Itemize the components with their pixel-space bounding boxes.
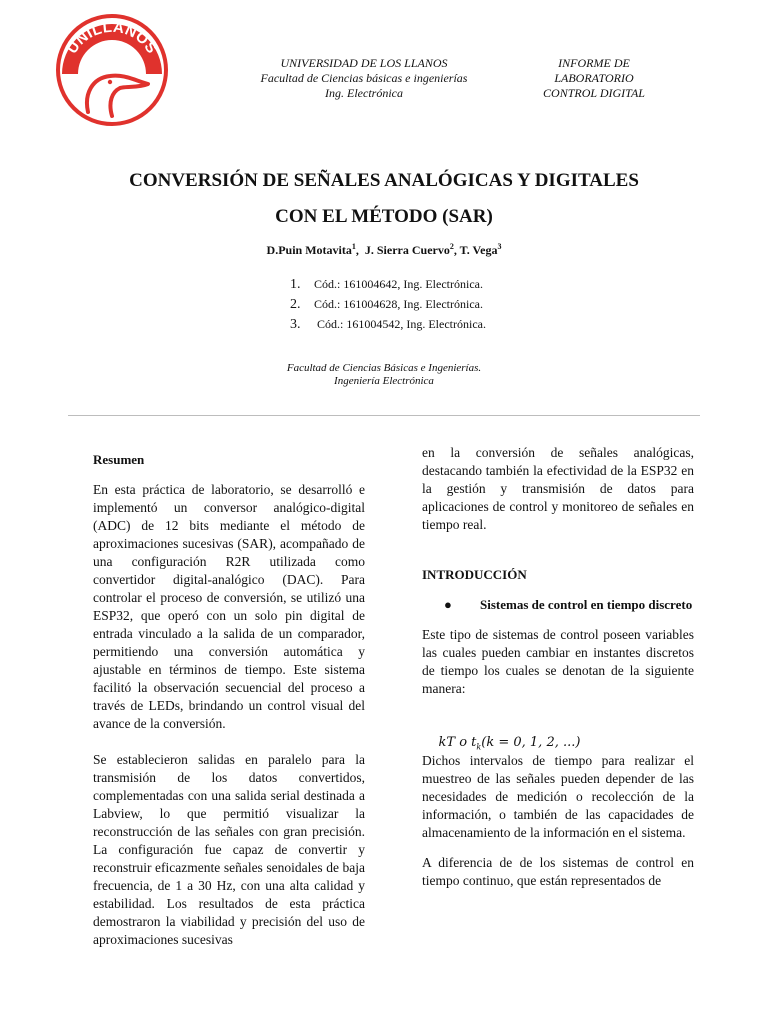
formula-subscript: k	[476, 742, 482, 752]
spacer	[93, 469, 365, 481]
header-report-block	[530, 56, 658, 101]
author-codes-list	[290, 274, 486, 334]
right-column	[422, 444, 694, 890]
header-university-block	[236, 56, 492, 101]
formula-main: kT o t	[438, 735, 477, 750]
spacer	[422, 842, 694, 854]
bullet-item	[422, 596, 694, 614]
duck-eye-icon	[108, 80, 112, 84]
university-logo	[54, 12, 170, 128]
intro-paragraph-1: Este tipo de sistemas de control poseen variables las cuales pueden cambiar en instantes discretos de tiempo los cuales se denotan de la siguiente manera:	[422, 627, 694, 696]
university-name: UNIVERSIDAD DE LOS LLANOS	[280, 56, 448, 70]
spacer	[422, 534, 694, 566]
author-separator-2: ,	[453, 243, 460, 257]
author-separator-1: ,	[355, 243, 365, 257]
formula	[422, 710, 694, 752]
author-code-item	[290, 314, 486, 334]
code-number: 1.	[290, 277, 301, 292]
horizontal-divider	[68, 415, 700, 416]
author-2: J. Sierra Cuervo	[364, 243, 450, 257]
abstract-heading: Resumen	[93, 452, 145, 467]
affiliation-block	[224, 362, 544, 388]
document-title-line-1: CONVERSIÓN DE SEÑALES ANALÓGICAS Y DIGITALES	[129, 170, 639, 191]
code-text: Cód.: 161004642, Ing. Electrónica.	[314, 277, 483, 291]
code-number: 2.	[290, 297, 301, 312]
spacer	[422, 614, 694, 626]
abstract-paragraph-continuation: en la conversión de señales analógicas, destacando también la efectividad de la ESP32 en la gestión y transmisión de datos para aplicaciones de control y monitoreo de señales en tiempo real.	[422, 445, 694, 532]
author-3: T. Vega	[459, 243, 498, 257]
authors-line	[60, 242, 708, 258]
formula-range: (k = 0, 1, 2, ...)	[481, 735, 581, 750]
duck-head-icon	[87, 76, 148, 116]
faculty-name: Facultad de Ciencias básicas e ingenierías	[260, 71, 468, 85]
author-3-ref: 3	[497, 242, 502, 251]
affiliation-line-1: Facultad de Ciencias Básicas e Ingenierías.	[286, 362, 482, 374]
intro-paragraph-3: A diferencia de de los sistemas de control en tiempo continuo, que están representados de	[422, 855, 694, 888]
author-code-item	[290, 294, 486, 314]
document-title-line-2: CON EL MÉTODO (SAR)	[275, 206, 493, 227]
affiliation-line-2: Ingeniería Electrónica	[334, 375, 434, 387]
author-2-ref: 2	[449, 242, 454, 251]
author-1-ref: 1	[351, 242, 356, 251]
bullet-dot-icon: ●	[444, 597, 452, 612]
abstract-paragraph-1: En esta práctica de laboratorio, se desarrolló e implementó un conversor analógico-digital (ADC) de 12 bits mediante el método de aproximaciones sucesivas (SAR), acompañado de una configuración R2R utilizada como convertidor digital-analógico (DAC). Para controlar el proceso de conversión, se utilizó una ESP32, que operó con un solo pin digital de entrada vinculado a la salida de un comparador, permitiendo una conversión automática y ajustable en términos de tiempo. Este sistema facilitó la observación secuencial del proceso a través de LEDs, brindando un control visual del avance de la conversión.	[93, 482, 365, 731]
spacer	[93, 733, 365, 751]
report-type-line-3: CONTROL DIGITAL	[543, 86, 645, 100]
introduction-heading: INTRODUCCIÓN	[422, 567, 527, 582]
code-text: Cód.: 161004628, Ing. Electrónica.	[314, 297, 483, 311]
program-name: Ing. Electrónica	[325, 86, 403, 100]
intro-paragraph-2: Dichos intervalos de tiempo para realizar el muestreo de las señales pueden depender de las necesidades de medición o recolección de la información, o también de las capacidades de almacenamiento de la información en el sistema.	[422, 753, 694, 840]
abstract-paragraph-2: Se establecieron salidas en paralelo para la transmisión de los datos convertidos, complementadas con una salida serial destinada a Labview, lo que permitió visualizar la reconstrucción de las señales con gran precisión. La configuración fue capaz de convertir y reconstruir eficazmente señales senoidales de baja frecuencia, de 1 a 30 Hz, con una alta calidad y estabilidad. Los resultados de esta práctica demostraron la viabilidad y precisión del uso de aproximaciones sucesivas	[93, 752, 365, 947]
report-type-line-2: LABORATORIO	[554, 71, 634, 85]
report-type-line-1: INFORME DE	[558, 56, 630, 70]
spacer	[422, 698, 694, 710]
author-code-item	[290, 274, 486, 294]
code-number: 3.	[290, 317, 301, 332]
bullet-text: Sistemas de control en tiempo discreto	[480, 597, 693, 612]
spacer	[422, 584, 694, 596]
logo-text: UNILLANOS	[63, 18, 161, 57]
left-column	[93, 451, 365, 949]
author-1: D.Puin Motavita	[266, 243, 352, 257]
code-text: Cód.: 161004542, Ing. Electrónica.	[317, 317, 486, 331]
